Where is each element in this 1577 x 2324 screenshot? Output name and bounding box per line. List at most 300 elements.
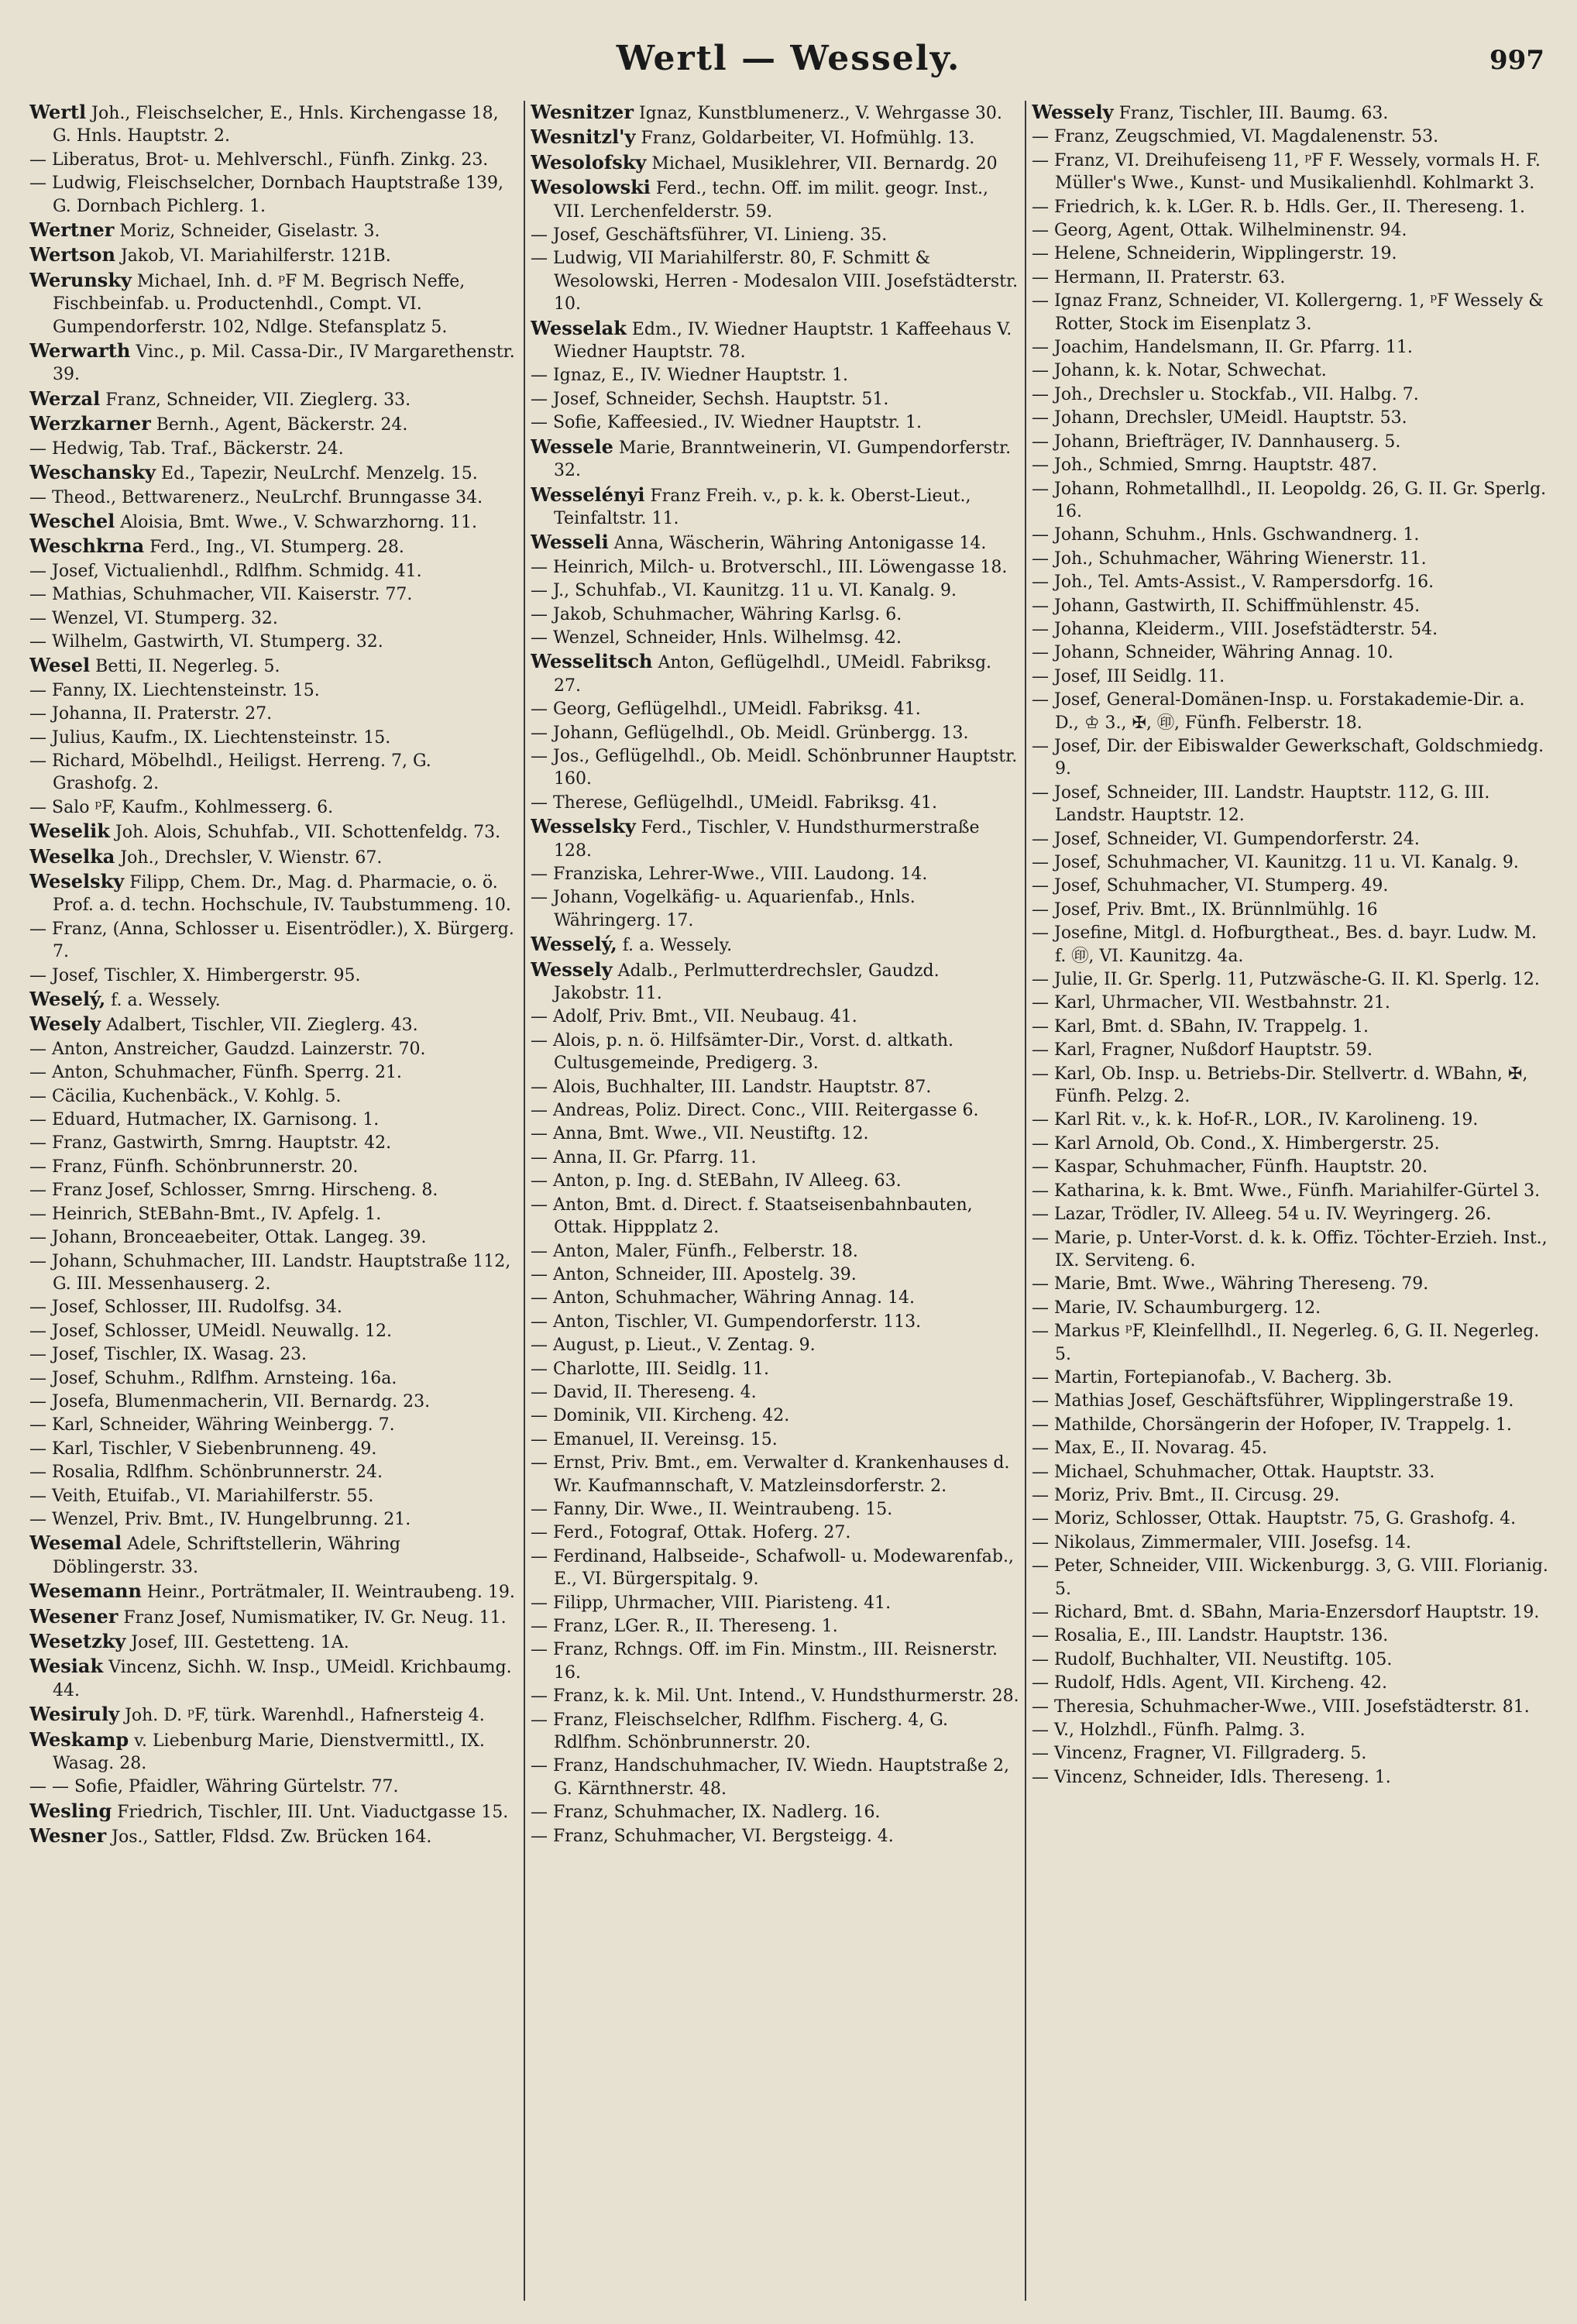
entry-details: Joh. D. ᵖF, türk. Warenhdl., Hafnersteig 4. [125, 1706, 485, 1726]
directory-entry [1032, 571, 1549, 593]
entry-surname: Wertson [29, 243, 115, 266]
directory-entry [29, 820, 519, 844]
directory-entry [29, 461, 519, 485]
entry-details: — Jakob, Schuhmacher, Währing Karlsg. 6. [531, 604, 902, 624]
entry-details: — Veith, Etuifab., VI. Mariahilferstr. 55. [29, 1486, 374, 1506]
entry-details: Ferd., techn. Off. im milit. geogr. Inst., VII. Lerchenfelderstr. 59. [554, 179, 989, 222]
directory-entry [1032, 1508, 1549, 1530]
entry-details: — J., Schuhfab., VI. Kaunitzg. 11 u. VI. Kanalg. 9. [531, 581, 957, 601]
entry-surname: Weselik [29, 820, 110, 843]
directory-entry [29, 1414, 519, 1436]
entry-details: — David, II. Thereseng. 4. [531, 1382, 757, 1402]
entry-details: — Josef, III Seidlg. 11. [1032, 666, 1225, 686]
page-number: 997 [1489, 45, 1544, 76]
entry-details: — Friedrich, k. k. LGer. R. b. Hdls. Ger., II. Thereseng. 1. [1032, 197, 1526, 217]
directory-entry [29, 1630, 519, 1654]
entry-details: — V., Holzhdl., Fünfh. Palmg. 3. [1032, 1721, 1306, 1741]
directory-entry [29, 1367, 519, 1390]
directory-entry [29, 510, 519, 534]
entry-details: — Theresia, Schuhmacher-Wwe., VIII. Josefstädterstr. 81. [1032, 1697, 1530, 1717]
entry-details: Ferd., Tischler, V. Hundsthurmerstraße 128. [554, 818, 980, 861]
entry-details: — Georg, Agent, Ottak. Wilhelminenstr. 94. [1032, 221, 1407, 241]
entry-details: Michael, Inh. d. ᵖF M. Begrisch Neffe, Fischbeinfab. u. Productenhdl., Compt. VI. Gumpendorferstr. 102, Ndlge. Stefansplatz 5. [53, 271, 466, 337]
entry-surname: Wesiruly [29, 1703, 120, 1726]
directory-entry [1032, 125, 1549, 148]
directory-entry [29, 1085, 519, 1108]
entry-details: — Anna, II. Gr. Pfarrg. 11. [531, 1147, 757, 1167]
entry-details: Anton, Geflügelhdl., UMeidl. Fabriksg. 27. [554, 653, 992, 696]
directory-entry [1032, 1227, 1549, 1273]
directory-entry [29, 1485, 519, 1508]
entry-details: — Emanuel, II. Vereinsg. 15. [531, 1429, 778, 1449]
directory-entry [29, 218, 519, 242]
entry-surname: Wesselý, [531, 933, 617, 956]
entry-details: — Rudolf, Buchhalter, VII. Neustiftg. 105. [1032, 1649, 1393, 1669]
directory-entry [1032, 782, 1549, 827]
directory-entry [1032, 290, 1549, 335]
entry-details: — Mathias Josef, Geschäftsführer, Wipplingerstraße 19. [1032, 1391, 1514, 1411]
entry-details: — Johann, Schuhm., Hnls. Gschwandnerg. 1. [1032, 525, 1420, 545]
directory-entry [531, 1287, 1020, 1309]
entry-details: — Liberatus, Brot- u. Mehlverschl., Fünfh. Zinkg. 23. [29, 150, 489, 170]
entry-details: Jos., Sattler, Fldsd. Zw. Brücken 164. [112, 1827, 432, 1848]
entry-surname: Wesetzky [29, 1630, 126, 1652]
directory-entry [29, 750, 519, 796]
entry-details: — Karl Arnold, Ob. Cond., X. Himbergerstr. 25. [1032, 1133, 1440, 1153]
entry-details: — Hedwig, Tab. Traf., Bäckerstr. 24. [29, 438, 344, 459]
entry-details: — Franz, k. k. Mil. Unt. Intend., V. Hundsthurmerstr. 28. [531, 1686, 1019, 1707]
entry-details: — Julius, Kaufm., IX. Liechtensteinstr. 15. [29, 727, 391, 748]
directory-entry [1032, 1109, 1549, 1131]
directory-entry [531, 1122, 1020, 1145]
entry-surname: Wesselényi [531, 483, 645, 506]
entry-details: Betti, II. Negerleg. 5. [95, 657, 280, 677]
entry-details: — Johann, Schneider, Währing Annag. 10. [1032, 643, 1393, 663]
directory-entry [531, 1030, 1020, 1075]
directory-entry [29, 918, 519, 964]
directory-entry [1032, 595, 1549, 617]
column-1 [29, 101, 519, 2301]
directory-entry [1032, 478, 1549, 524]
entry-details: — Franz, Handschuhmacher, IV. Wiedn. Hauptstraße 2, G. Kärnthnerstr. 48. [531, 1756, 1009, 1799]
entry-details: Filipp, Chem. Dr., Mag. d. Pharmacie, o. ö. Prof. a. d. techn. Hochschule, IV. Taubstummeng. 10. [53, 873, 511, 916]
entry-details: — Theod., Bettwarenerz., NeuLrchf. Brunngasse 34. [29, 487, 483, 507]
entry-details: — Nikolaus, Zimmermaler, VIII. Josefsg. 14. [1032, 1532, 1411, 1552]
entry-details: f. a. Wessely. [622, 936, 733, 956]
directory-entry [531, 1825, 1020, 1848]
directory-entry [29, 1226, 519, 1249]
directory-entry [29, 654, 519, 678]
entry-details: — Josef, Schneider, VI. Gumpendorferstr. 24. [1032, 829, 1420, 849]
directory-entry [531, 627, 1020, 649]
entry-surname: Weschel [29, 509, 115, 532]
directory-entry [531, 722, 1020, 744]
entry-details: — Julie, II. Gr. Sperlg. 11, Putzwäsche-G. II. Kl. Sperlg. 12. [1032, 970, 1540, 990]
entry-details: Marie, Branntweinerin, VI. Gumpendorferstr. 32. [554, 438, 1012, 481]
directory-entry [1032, 101, 1549, 125]
entry-details: — Alois, Buchhalter, III. Landstr. Hauptstr. 87. [531, 1077, 932, 1097]
directory-entry [1032, 851, 1549, 874]
directory-entry [1032, 641, 1549, 664]
directory-entry [29, 243, 519, 267]
entry-details: — Vincenz, Schneider, Idls. Thereseng. 1. [1032, 1767, 1391, 1787]
directory-entry [1032, 875, 1549, 897]
entry-details: Joh., Fleischselcher, E., Hnls. Kirchengasse 18, G. Hnls. Hauptstr. 2. [53, 104, 499, 146]
directory-entry [531, 1452, 1020, 1497]
entry-details: — Josef, Victualienhdl., Rdlfhm. Schmidg. 41. [29, 561, 422, 581]
entry-details: — Ludwig, Fleischselcher, Dornbach Hauptstraße 139, G. Dornbach Pichlerg. 1. [29, 174, 503, 216]
directory-entry [29, 1320, 519, 1342]
entry-details: — Jos., Geflügelhdl., Ob. Meidl. Schönbrunner Hauptstr. 160. [531, 746, 1018, 789]
directory-entry [29, 1532, 519, 1579]
directory-entry [531, 1311, 1020, 1333]
entry-details: Adalb., Perlmutterdrechsler, Gaudzd. Jakobstr. 11. [554, 961, 940, 1004]
entry-details: — Katharina, k. k. Bmt. Wwe., Fünfh. Mariahilfer-Gürtel 3. [1032, 1181, 1541, 1201]
directory-entry [29, 727, 519, 749]
entry-details: — Karl, Fragner, Nußdorf Hauptstr. 59. [1032, 1040, 1373, 1061]
directory-entry [531, 151, 1020, 175]
directory-entry [531, 125, 1020, 150]
entry-details: — Franz, LGer. R., II. Thereseng. 1. [531, 1617, 838, 1636]
directory-entry [1032, 1555, 1549, 1600]
entry-details: — Marie, p. Unter-Vorst. d. k. k. Offiz. Töchter-Erzieh. Inst., IX. Serviteng. 6. [1032, 1228, 1548, 1270]
directory-entry [531, 224, 1020, 246]
entry-details: — Franz, Fünfh. Schönbrunnerstr. 20. [29, 1157, 359, 1177]
directory-entry [29, 679, 519, 702]
entry-details: — Ignaz Franz, Schneider, VI. Kollergerng. 1, ᵖF Wessely & Rotter, Stock im Eisenplatz 3. [1032, 291, 1544, 334]
directory-entry [1032, 828, 1549, 851]
entry-details: — Johann, Geflügelhdl., Ob. Meidl. Grünbergg. 13. [531, 723, 969, 743]
directory-entry [1032, 1601, 1549, 1624]
directory-entry [531, 388, 1020, 411]
entry-details: — Mathias, Schuhmacher, VII. Kaiserstr. 77. [29, 585, 413, 605]
entry-details: — Vincenz, Fragner, VI. Fillgraderg. 5. [1032, 1744, 1367, 1764]
entry-details: — Anton, Maler, Fünfh., Felberstr. 18. [531, 1241, 858, 1261]
entry-surname: Werzal [29, 387, 101, 410]
directory-entry [1032, 1180, 1549, 1202]
entry-details: — Johann, Vogelkäfig- u. Aquarienfab., Hnls. Währingerg. 17. [531, 888, 916, 930]
entry-details: — Salo ᵖF, Kaufm., Kohlmesserg. 6. [29, 797, 334, 817]
entry-details: — Johann, Gastwirth, II. Schiffmühlenstr. 45. [1032, 596, 1421, 616]
directory-entry [29, 1800, 519, 1824]
directory-entry [29, 149, 519, 171]
entry-surname: Wesel [29, 654, 91, 677]
directory-entry [29, 1179, 519, 1202]
entry-details: — Anton, Schuhmacher, Fünfh. Sperrg. 21. [29, 1063, 402, 1083]
entry-details: Franz Freih. v., p. k. k. Oberst-Lieut., Teinfaltstr. 11. [554, 486, 971, 528]
entry-details: — Karl, Schneider, Währing Weinbergg. 7. [29, 1415, 395, 1435]
directory-entry [531, 247, 1020, 315]
directory-entry [1032, 1273, 1549, 1295]
directory-entry [531, 1334, 1020, 1356]
directory-entry [531, 1638, 1020, 1684]
entry-details: — Charlotte, III. Seidlg. 11. [531, 1359, 769, 1379]
directory-entry [1032, 1672, 1549, 1694]
directory-entry [29, 1824, 519, 1848]
directory-entry [29, 535, 519, 559]
entry-surname: Weselsky [29, 870, 125, 892]
directory-entry [531, 1404, 1020, 1427]
column-rule [1025, 101, 1026, 2301]
entry-surname: Wesolowski [531, 176, 651, 199]
entry-details: — Josefa, Blumenmacherin, VII. Bernardg. 23. [29, 1391, 431, 1411]
entry-details: — Marie, Bmt. Wwe., Währing Thereseng. 79. [1032, 1274, 1429, 1294]
entry-surname: Wesnitzl'y [531, 125, 636, 149]
column-3 [1032, 101, 1549, 2301]
directory-entry [29, 1061, 519, 1084]
entry-details: — Josef, Schlosser, III. Rudolfsg. 34. [29, 1298, 342, 1318]
entry-details: Ignaz, Kunstblumenerz., V. Wehrgasse 30. [638, 104, 1002, 123]
page-title: Wertl — Wessely. [616, 39, 961, 78]
entry-surname: Wesselsky [531, 815, 636, 838]
entry-details: — Kaspar, Schuhmacher, Fünfh. Hauptstr. 20. [1032, 1157, 1428, 1177]
directory-entry [29, 1728, 519, 1776]
entry-details: — Joh., Tel. Amts-Assist., V. Rampersdorfg. 16. [1032, 572, 1434, 593]
directory-entry [29, 607, 519, 630]
entry-details: Ed., Tapezir, NeuLrchf. Menzelg. 15. [160, 464, 478, 484]
entry-details: — Heinrich, StEBahn-Bmt., IV. Apfelg. 1. [29, 1204, 382, 1224]
entry-details: — Marie, IV. Schaumburgerg. 12. [1032, 1298, 1321, 1318]
directory-entry [29, 1038, 519, 1061]
column-rule [524, 101, 525, 2301]
directory-entry [1032, 1156, 1549, 1178]
entry-surname: Wesemal [29, 1532, 122, 1555]
directory-entry [531, 411, 1020, 434]
entry-details: — Johanna, II. Praterstr. 27. [29, 704, 273, 724]
entry-details: — August, p. Lieut., V. Zentag. 9. [531, 1336, 816, 1356]
directory-entry [1032, 618, 1549, 641]
directory-entry [1032, 454, 1549, 476]
directory-entry [1032, 689, 1549, 734]
entry-details: Edm., IV. Wiedner Hauptstr. 1 Kaffeehaus V. Wiedner Hauptstr. 78. [554, 319, 1012, 363]
entry-details: — Mathilde, Chorsängerin der Hofoper, IV. Trappelg. 1. [1032, 1415, 1512, 1435]
entry-details: — Anna, Bmt. Wwe., VII. Neustiftg. 12. [531, 1124, 869, 1144]
entry-details: — Ernst, Priv. Bmt., em. Verwalter d. Krankenhauses d. Wr. Kaufmannschaft, V. Matzleinsdorferstr. 2. [531, 1453, 1010, 1496]
entry-details: f. a. Wessely. [111, 991, 221, 1011]
entry-details: — Therese, Geflügelhdl., UMeidl. Fabriksg. 41. [531, 792, 937, 813]
entry-details: — Anton, Schneider, III. Apostelg. 39. [531, 1264, 857, 1284]
entry-details: — Josef, Schuhm., Rdlfhm. Arnsteing. 16a. [29, 1368, 397, 1388]
entry-details: — Ludwig, VII Mariahilferstr. 80, F. Schmitt & Wesolowski, Herren - Modesalon VIII. Josefstädterstr. 10. [531, 249, 1019, 315]
directory-entry [1032, 1532, 1549, 1554]
directory-entry [29, 269, 519, 339]
directory-entry [29, 1703, 519, 1727]
entry-details: — Johann, Drechsler, UMeidl. Hauptstr. 53. [1032, 408, 1407, 428]
directory-entry [531, 1521, 1020, 1544]
directory-entry [1032, 1484, 1549, 1507]
directory-entry [531, 650, 1020, 697]
directory-entry [29, 339, 519, 387]
entry-details: — Peter, Schneider, VIII. Wickenburgg. 3, G. VIII. Florianig. 5. [1032, 1556, 1548, 1599]
directory-entry [29, 172, 519, 218]
entry-surname: Werzkarner [29, 412, 151, 435]
entry-surname: Wesnitzer [531, 101, 634, 123]
entry-surname: Wesseli [531, 531, 609, 554]
entry-surname: Wesselak [531, 316, 627, 339]
directory-entry [29, 1438, 519, 1460]
directory-entry [531, 1381, 1020, 1404]
entry-surname: Wesener [29, 1604, 119, 1628]
entry-surname: Weselý, [29, 988, 106, 1011]
entry-details: Franz Josef, Numismatiker, IV. Gr. Neug. 11. [123, 1607, 507, 1628]
directory-entry [1032, 219, 1549, 242]
entry-details: Joh., Drechsler, V. Wienstr. 67. [120, 847, 383, 868]
directory-entry [531, 933, 1020, 957]
entry-details: — Josef, Geschäftsführer, VI. Linieng. 35. [531, 225, 888, 246]
directory-entry [531, 483, 1020, 531]
directory-entry [1032, 1367, 1549, 1389]
directory-entry [531, 317, 1020, 364]
directory-entry [1032, 242, 1549, 265]
directory-entry [531, 1358, 1020, 1380]
directory-entry [1032, 735, 1549, 781]
entry-details: — Anton, Tischler, VI. Gumpendorferstr. 113. [531, 1312, 922, 1332]
entry-details: — Karl, Tischler, V Siebenbrunneng. 49. [29, 1439, 377, 1459]
page-header [0, 31, 1577, 101]
directory-entry [1032, 1390, 1549, 1412]
directory-entry [531, 531, 1020, 555]
directory-entry [1032, 1016, 1549, 1038]
directory-entry [531, 886, 1020, 932]
directory-entry [531, 364, 1020, 387]
entry-details: — Anton, Anstreicher, Gaudzd. Lainzerstr. 70. [29, 1039, 426, 1059]
directory-entry [1032, 1320, 1549, 1366]
entry-details: — Josef, Schlosser, UMeidl. Neuwallg. 12. [29, 1321, 392, 1341]
entry-details: — Heinrich, Milch- u. Brotverschl., III. Löwengasse 18. [531, 557, 1008, 577]
directory-entry [531, 1240, 1020, 1263]
directory-entry [1032, 1297, 1549, 1319]
directory-entry [1032, 1437, 1549, 1459]
directory-entry [29, 1250, 519, 1296]
entry-details: — Ferdinand, Halbseide-, Schafwoll- u. Modewarenfab., E., VI. Bürgerspitalg. 9. [531, 1546, 1014, 1590]
directory-entry [531, 1194, 1020, 1239]
directory-entry [531, 1076, 1020, 1098]
entry-details: — Rosalia, Rdlfhm. Schönbrunnerstr. 24. [29, 1463, 383, 1483]
directory-entry [1032, 1063, 1549, 1109]
entry-details: — Josef, Schuhmacher, VI. Kaunitzg. 11 u. VI. Kanalg. 9. [1032, 853, 1519, 872]
entry-details: — Johann, Briefträger, IV. Dannhauserg. 5. [1032, 431, 1401, 452]
entry-details: Anna, Wäscherin, Währing Antonigasse 14. [613, 534, 987, 554]
entry-details: Adele, Schriftstellerin, Währing Döblingerstr. 33. [53, 1535, 400, 1577]
entry-details: — Karl Rit. v., k. k. Hof-R., LOR., IV. Karolineng. 19. [1032, 1110, 1479, 1130]
directory-entry [531, 1263, 1020, 1286]
directory-entry [1032, 1696, 1549, 1718]
entry-details: — Wilhelm, Gastwirth, VI. Stumperg. 32. [29, 631, 383, 651]
entry-surname: Wesolofsky [531, 150, 647, 174]
entry-details: — Martin, Fortepianofab., V. Bacherg. 3b. [1032, 1367, 1393, 1387]
directory-entry [29, 1580, 519, 1604]
entry-surname: Werwarth [29, 339, 131, 363]
entry-details: — Josef, Priv. Bmt., IX. Brünnlmühlg. 16 [1032, 899, 1378, 920]
directory-entry [1032, 1039, 1549, 1061]
directory-entry [531, 1592, 1020, 1614]
entry-surname: Wessele [531, 435, 613, 458]
entry-details: — Franziska, Lehrer-Wwe., VIII. Laudong. 14. [531, 865, 928, 884]
directory-entry [1032, 968, 1549, 991]
directory-entry [531, 745, 1020, 791]
entry-details: — Andreas, Poliz. Direct. Conc., VIII. Reitergasse 6. [531, 1101, 979, 1121]
directory-entry [531, 603, 1020, 626]
directory-entry [1032, 359, 1549, 382]
directory-entry [531, 101, 1020, 125]
directory-entry [531, 1498, 1020, 1521]
entry-details: — Johann, Bronceaebeiter, Ottak. Langeg. 39. [29, 1228, 427, 1248]
entry-details: — Anton, p. Ing. d. StEBahn, IV Alleeg. 63. [531, 1171, 902, 1191]
entry-surname: Weschansky [29, 461, 156, 484]
entry-surname: Wesselitsch [531, 650, 653, 673]
entry-details: Bernh., Agent, Bäckerstr. 24. [156, 415, 408, 435]
entry-details: Ferd., Ing., VI. Stumperg. 28. [149, 538, 404, 558]
directory-entry [1032, 1624, 1549, 1647]
entry-details: — Moriz, Schlosser, Ottak. Hauptstr. 75, G. Grashofg. 4. [1032, 1509, 1517, 1529]
directory-entry [531, 815, 1020, 862]
directory-entry [531, 1428, 1020, 1451]
entry-details: Joh. Alois, Schuhfab., VII. Schottenfeldg. 73. [115, 823, 501, 843]
entry-surname: Wesiak [29, 1655, 104, 1678]
directory-entry [531, 579, 1020, 602]
entry-details: — Josef, General-Domänen-Insp. u. Forstakademie-Dir. a. D., ♔ 3., ✠, ㊞, Fünfh. Felberstr. 18. [1032, 690, 1525, 733]
entry-details: — Joh., Schmied, Smrng. Hauptstr. 487. [1032, 456, 1378, 476]
entry-details: — Franz, Gastwirth, Smrng. Hauptstr. 42. [29, 1133, 392, 1153]
directory-entry [531, 1099, 1020, 1122]
entry-details: — Richard, Möbelhdl., Heiligst. Herreng. 7, G. Grashofg. 2. [29, 751, 431, 794]
directory-entry [29, 1461, 519, 1483]
entry-details: — Franz, Schuhmacher, VI. Bergsteigg. 4. [531, 1826, 894, 1846]
entry-details: — Wenzel, Priv. Bmt., IV. Hungelbrunng. 21. [29, 1509, 411, 1529]
entry-details: — Cäcilia, Kuchenbäck., V. Kohlg. 5. [29, 1086, 342, 1106]
entry-details: — Johanna, Kleiderm., VIII. Josefstädterstr. 54. [1032, 619, 1438, 639]
directory-entry [1032, 899, 1549, 921]
directory-entry [1032, 1461, 1549, 1483]
entry-details: Franz, Tischler, III. Baumg. 63. [1118, 104, 1389, 123]
directory-entry [531, 1147, 1020, 1169]
entry-details: — Joh., Schuhmacher, Währing Wienerstr. 11. [1032, 548, 1427, 569]
directory-entry [1032, 548, 1549, 570]
entry-details: — Franz, Zeugschmied, VI. Magdalenenstr. 53. [1032, 127, 1439, 147]
directory-entry [1032, 266, 1549, 289]
column-2 [531, 101, 1020, 2301]
entry-details: — Josef, Dir. der Eibiswalder Gewerkschaft, Goldschmiedg. 9. [1032, 736, 1544, 779]
entry-details: — Anton, Bmt. d. Direct. f. Staatseisenbahnbauten, Ottak. Hippplatz 2. [531, 1195, 973, 1238]
entry-details: — Johann, Rohmetallhdl., II. Leopoldg. 26, G. II. Gr. Sperlg. 16. [1032, 479, 1547, 521]
directory-entry [1032, 407, 1549, 429]
entry-surname: Werunsky [29, 268, 132, 291]
directory-entry [29, 583, 519, 606]
entry-details: — Ignaz, E., IV. Wiedner Hauptstr. 1. [531, 366, 849, 386]
entry-surname: Wessely [531, 957, 613, 981]
directory-entry [29, 1012, 519, 1037]
directory-entry [29, 1391, 519, 1413]
directory-entry [29, 631, 519, 653]
directory-entry [29, 870, 519, 917]
directory-entry [1032, 665, 1549, 688]
directory-entry [1032, 1414, 1549, 1436]
directory-entry [29, 387, 519, 411]
directory-entry [29, 1132, 519, 1154]
entry-details: — Josef, Schneider, III. Landstr. Hauptstr. 112, G. III. Landstr. Hauptstr. 12. [1032, 782, 1490, 826]
directory-entry [1032, 1719, 1549, 1741]
directory-entry [29, 1203, 519, 1226]
entry-details: — Josefine, Mitgl. d. Hofburgtheat., Bes. d. bayr. Ludw. M. f. ㊞, VI. Kaunitzg. 4a. [1032, 923, 1537, 966]
directory-entry [29, 964, 519, 987]
directory-entry [531, 1615, 1020, 1638]
directory-entry [531, 1685, 1020, 1707]
directory-entry [29, 1605, 519, 1629]
entry-details: — Johann, Schuhmacher, III. Landstr. Hauptstraße 112, G. III. Messenhauserg. 2. [29, 1251, 511, 1294]
directory-entry [1032, 1133, 1549, 1155]
directory-entry [1032, 1742, 1549, 1765]
entry-details: — Josef, Schuhmacher, VI. Stumperg. 49. [1032, 876, 1389, 896]
